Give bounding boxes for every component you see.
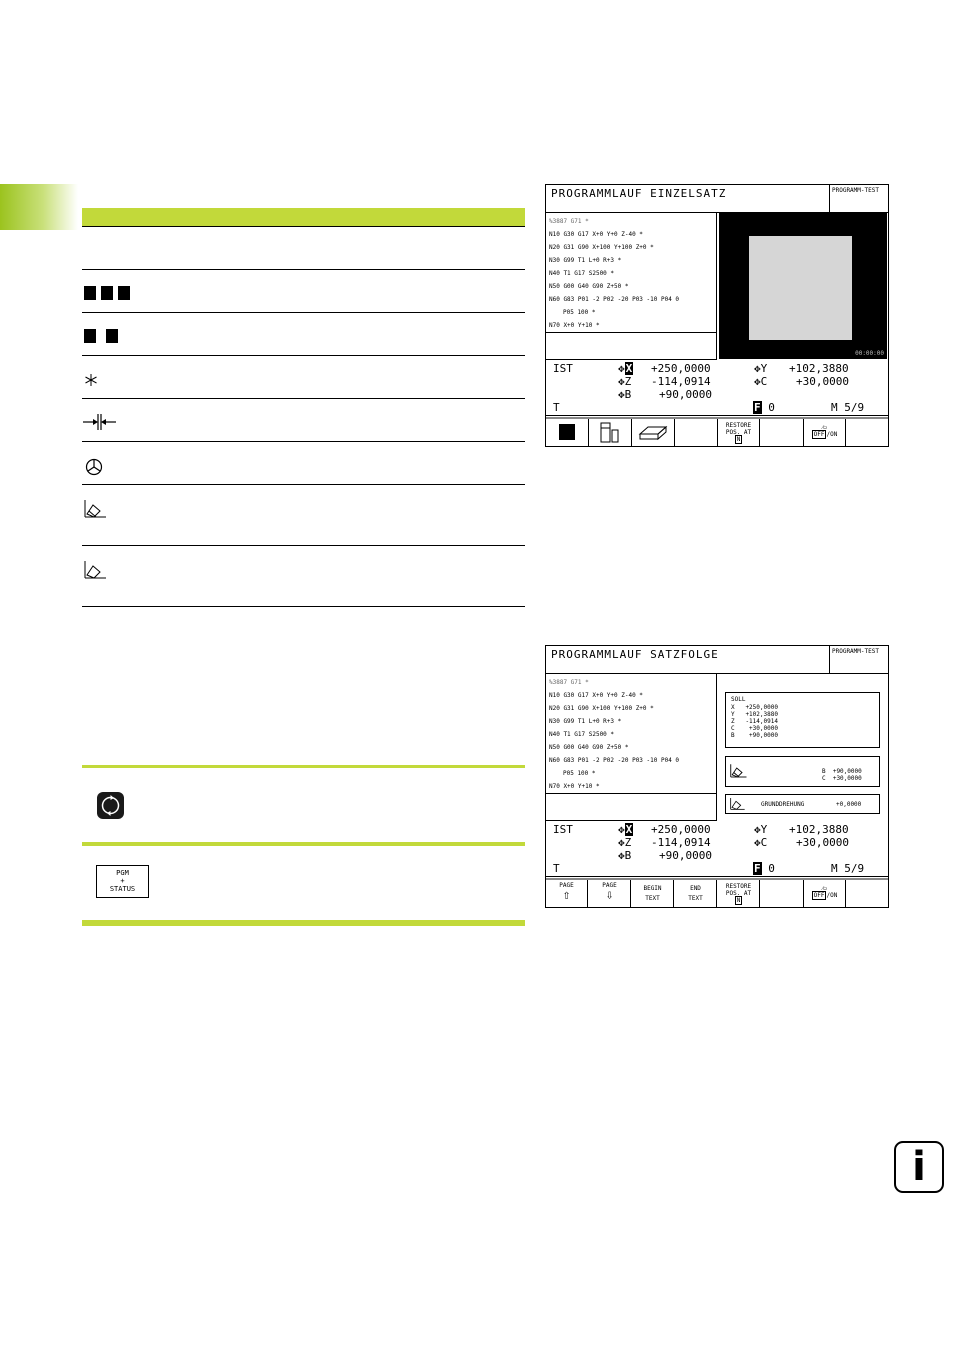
- softkey-empty[interactable]: [675, 419, 718, 446]
- misc-function: M 5/9: [831, 862, 865, 875]
- basic-rotation-value: +0,0000: [836, 801, 862, 808]
- tool-label: T: [553, 401, 560, 414]
- position-display: IST ✥X +250,0000 ✥Y +102,3880 ✥Z -114,0914 ✥C +30,0000 ✥B +90,0000 T F 0 M 5/9: [546, 820, 888, 877]
- screen-mode: PROGRAMM-TEST: [832, 648, 879, 655]
- key-label: +: [120, 877, 125, 885]
- softkey-label: ON: [830, 892, 838, 899]
- screen-layout-key[interactable]: [97, 792, 124, 819]
- program-line: N10 G30 G17 X+0 Y+0 Z-40 *: [549, 231, 643, 238]
- soll-line: Y +102,3880: [731, 711, 778, 718]
- softkey-graphic[interactable]: [546, 419, 589, 446]
- pgm-status-key[interactable]: [96, 865, 149, 898]
- skip-block-icon: [83, 413, 117, 431]
- axis-label-z: Z: [624, 375, 632, 388]
- program-line: N30 G99 T1 L+0 R+3 *: [549, 257, 622, 264]
- workpiece-icon: [638, 424, 668, 442]
- table-rule: [82, 355, 525, 356]
- softkey-label: TEXT: [688, 895, 703, 902]
- table-rule: [82, 441, 525, 442]
- screen-program-run-single-block: [545, 184, 889, 447]
- softkey-restore-pos[interactable]: [718, 419, 760, 446]
- key-divider: [82, 765, 525, 768]
- switch-icon: ⁄▭: [822, 424, 827, 431]
- workpiece-blank: [749, 236, 852, 340]
- program-line: N30 G99 T1 L+0 R+3 *: [549, 718, 622, 725]
- program-listing: [546, 674, 717, 821]
- softkey-off-on[interactable]: ⁄▭ OFF /ON: [804, 880, 846, 907]
- position-y: +102,3880: [789, 823, 849, 836]
- tilted-plane-icon-2: [84, 560, 108, 580]
- key-label: STATUS: [109, 885, 136, 893]
- table-rule: [82, 398, 525, 399]
- program-line: N20 G31 G90 X+100 Y+100 Z+0 *: [549, 705, 654, 712]
- table-rule: [82, 269, 525, 270]
- softkey-begin-text[interactable]: [632, 880, 674, 907]
- tilt-status-box: [725, 756, 880, 787]
- key-label: PGM: [116, 869, 129, 877]
- softkey-label: PAGE: [602, 882, 617, 889]
- position-c: +30,0000: [796, 836, 849, 849]
- status-display: [719, 674, 887, 820]
- axis-label-b: B: [624, 849, 632, 862]
- softkey-end-text[interactable]: [675, 880, 717, 907]
- softkey-label: POS. AT: [725, 890, 752, 897]
- position-display: IST ✥X +250,0000 ✥Y +102,3880 ✥Z -114,0914 ✥C +30,0000 ✥B +90,0000 T F 0 M 5/9: [546, 359, 888, 416]
- axis-label-x: X: [625, 362, 633, 375]
- position-x: +250,0000: [651, 362, 711, 375]
- position-b: +90,0000: [659, 388, 712, 401]
- axis-label-x: X: [625, 823, 633, 836]
- softkey-label: N: [736, 436, 741, 443]
- softkey-label: TEXT: [645, 895, 660, 902]
- program-line: N50 G00 G40 G90 Z+50 *: [549, 283, 629, 290]
- program-line: %3887 G71 *: [549, 218, 589, 225]
- chapter-tab: [0, 184, 78, 230]
- tilt-c: C +30,0000: [822, 775, 862, 782]
- softkey-page-up[interactable]: [546, 880, 588, 907]
- softkey-off-on[interactable]: ⁄▭ OFF /ON: [804, 419, 846, 446]
- position-y: +102,3880: [789, 362, 849, 375]
- axis-label-c: C: [760, 375, 768, 388]
- screen-switch-icon: [97, 792, 124, 819]
- program-line: P05 100 *: [563, 770, 596, 777]
- softkey-row: [546, 417, 888, 446]
- info-icon: [894, 1141, 944, 1193]
- softkey-label: OFF: [813, 892, 825, 899]
- soll-label: SOLL: [731, 696, 746, 703]
- softkey-label: OFF: [813, 431, 825, 438]
- softkey-empty[interactable]: [847, 419, 888, 446]
- softkey-page-down[interactable]: [589, 880, 631, 907]
- softkey-label: PAGE: [559, 882, 574, 889]
- screen-title: PROGRAMMLAUF SATZFOLGE: [551, 648, 719, 661]
- program-line: N60 G83 P01 -2 P02 -20 P03 -10 P04 0: [549, 757, 680, 764]
- position-b: +90,0000: [659, 849, 712, 862]
- program-line: N70 X+0 Y+10 *: [549, 783, 600, 790]
- key-divider: [82, 920, 525, 926]
- position-z: -114,0914: [651, 836, 711, 849]
- softkey-label: ON: [830, 431, 838, 438]
- program-line: N50 G00 G40 G90 Z+50 *: [549, 744, 629, 751]
- soll-line: C +30,0000: [731, 725, 778, 732]
- machining-time: 00:00:00: [855, 350, 884, 357]
- tilted-plane-icon: [730, 763, 748, 779]
- position-mode-label: IST: [553, 823, 573, 836]
- softkey-empty[interactable]: [761, 419, 804, 446]
- feed-label: F: [754, 862, 761, 875]
- table-rule: [82, 606, 525, 607]
- position-mode-label: IST: [553, 362, 573, 375]
- soll-line: Z -114,0914: [731, 718, 778, 725]
- axis-label-c: C: [760, 836, 768, 849]
- softkey-label: BEGIN: [643, 885, 662, 892]
- tool-label: T: [553, 862, 560, 875]
- axis-label-y: Y: [760, 362, 768, 375]
- softkey-empty[interactable]: [847, 880, 888, 907]
- table-rule: [82, 545, 525, 546]
- arrow-down-icon: ⇩: [605, 888, 614, 903]
- arrow-up-icon: ⇧: [562, 888, 571, 903]
- position-x: +250,0000: [651, 823, 711, 836]
- split-screen-icon: [599, 422, 621, 443]
- info-icon-glyph: i: [912, 1144, 926, 1190]
- program-line: N60 G83 P01 -2 P02 -20 P03 -10 P04 0: [549, 296, 680, 303]
- soll-line: X +250,0000: [731, 704, 778, 711]
- program-graphic: [719, 213, 887, 359]
- program-line: N40 T1 G17 S2500 *: [549, 731, 615, 738]
- softkey-row: [546, 878, 888, 907]
- spindle-orientation-icon: [85, 458, 103, 476]
- misc-function: M 5/9: [831, 401, 865, 414]
- softkey-label: RESTORE: [725, 422, 752, 429]
- position-z: -114,0914: [651, 375, 711, 388]
- table-rule: [82, 226, 525, 227]
- filled-square-icon: [559, 424, 575, 440]
- switch-icon: ⁄▭: [822, 885, 827, 892]
- screen-program-run-full-sequence: [545, 645, 889, 908]
- position-c: +30,0000: [796, 375, 849, 388]
- table-rule: [82, 484, 525, 485]
- nominal-positions-box: [725, 692, 880, 748]
- tilted-plane-icon: [84, 499, 108, 519]
- screen-mode: PROGRAMM-TEST: [832, 187, 879, 194]
- softkey-label: RESTORE: [725, 883, 752, 890]
- key-divider: [82, 842, 525, 846]
- program-line: %3887 G71 *: [549, 679, 589, 686]
- asterisk-icon: [84, 373, 98, 387]
- program-line: N20 G31 G90 X+100 Y+100 Z+0 *: [549, 244, 654, 251]
- feed-value: 0: [768, 862, 775, 875]
- tilt-b: B +90,0000: [822, 768, 862, 775]
- program-line: P05 100 *: [563, 309, 596, 316]
- feed-value: 0: [768, 401, 775, 414]
- softkey-empty[interactable]: [761, 880, 804, 907]
- axis-label-y: Y: [760, 823, 768, 836]
- program-line: N40 T1 G17 S2500 *: [549, 270, 615, 277]
- program-line: N10 G30 G17 X+0 Y+0 Z-40 *: [549, 692, 643, 699]
- softkey-label: POS. AT: [725, 429, 752, 436]
- basic-rotation-box: [725, 794, 880, 814]
- axis-label-b: B: [624, 388, 632, 401]
- softkey-program-graphic[interactable]: [589, 419, 632, 446]
- softkey-blank-form[interactable]: [632, 419, 675, 446]
- feed-label: F: [754, 401, 761, 414]
- program-line: N70 X+0 Y+10 *: [549, 322, 600, 329]
- softkey-label: END: [690, 885, 701, 892]
- softkey-restore-pos[interactable]: [718, 880, 760, 907]
- table-rule: [82, 312, 525, 313]
- soll-line: B +90,0000: [731, 732, 778, 739]
- table-header-bar: [82, 208, 525, 226]
- axis-label-z: Z: [624, 836, 632, 849]
- basic-rotation-icon: [730, 797, 746, 811]
- softkey-label: N: [736, 897, 741, 904]
- screen-title: PROGRAMMLAUF EINZELSATZ: [551, 187, 727, 200]
- program-listing: [546, 213, 717, 360]
- basic-rotation-label: GRUNDDREHUNG: [761, 801, 805, 808]
